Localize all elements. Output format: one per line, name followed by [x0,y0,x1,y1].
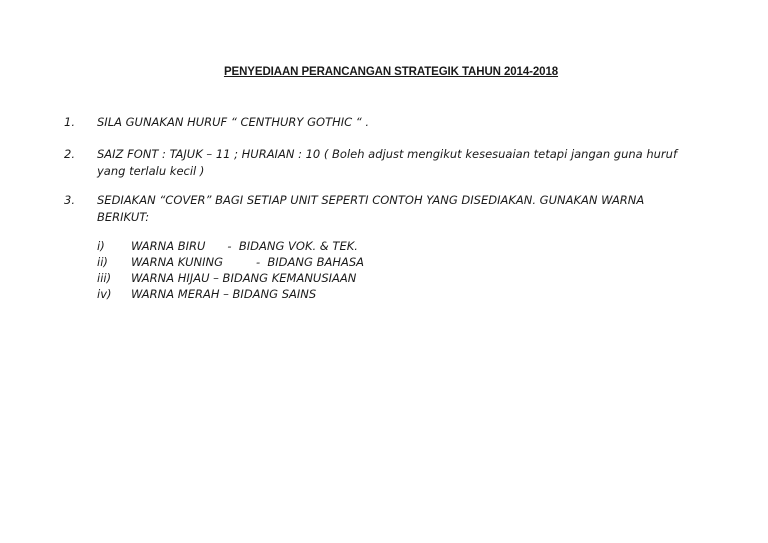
item-number: 1. [64,115,75,129]
sub-item-numeral: iii) [97,271,112,285]
sub-item-text: WARNA KUNING - BIDANG BAHASA [131,255,365,269]
sub-item-text: WARNA HIJAU – BIDANG KEMANUSIAAN [131,271,357,285]
document-title: PENYEDIAAN PERANCANGAN STRATEGIK TAHUN 2014-2018 [223,66,559,78]
item-text-line-1: SEDIAKAN “COVER” BAGI SETIAP UNIT SEPERTI CONTOH YANG DISEDIAKAN. GUNAKAN WARNA [97,193,645,207]
item-text-line-1: SAIZ FONT : TAJUK – 11 ; HURAIAN : 10 ( Boleh adjust mengikut kesesuaian tetapi jangan guna huruf [97,147,677,161]
item-text: SILA GUNAKAN HURUF “ CENTHURY GOTHIC “ . [97,115,370,129]
item-text-line-2: yang terlalu kecil ) [97,164,205,178]
item-number: 3. [64,193,75,207]
sub-item-text: WARNA BIRU - BIDANG VOK. & TEK. [131,239,358,253]
sub-item-numeral: ii) [97,255,108,269]
item-number: 2. [64,147,75,161]
item-text-line-2: BERIKUT: [97,210,150,224]
sub-item-numeral: i) [97,239,105,253]
sub-item-numeral: iv) [97,287,112,301]
sub-item-text: WARNA MERAH – BIDANG SAINS [131,287,317,301]
